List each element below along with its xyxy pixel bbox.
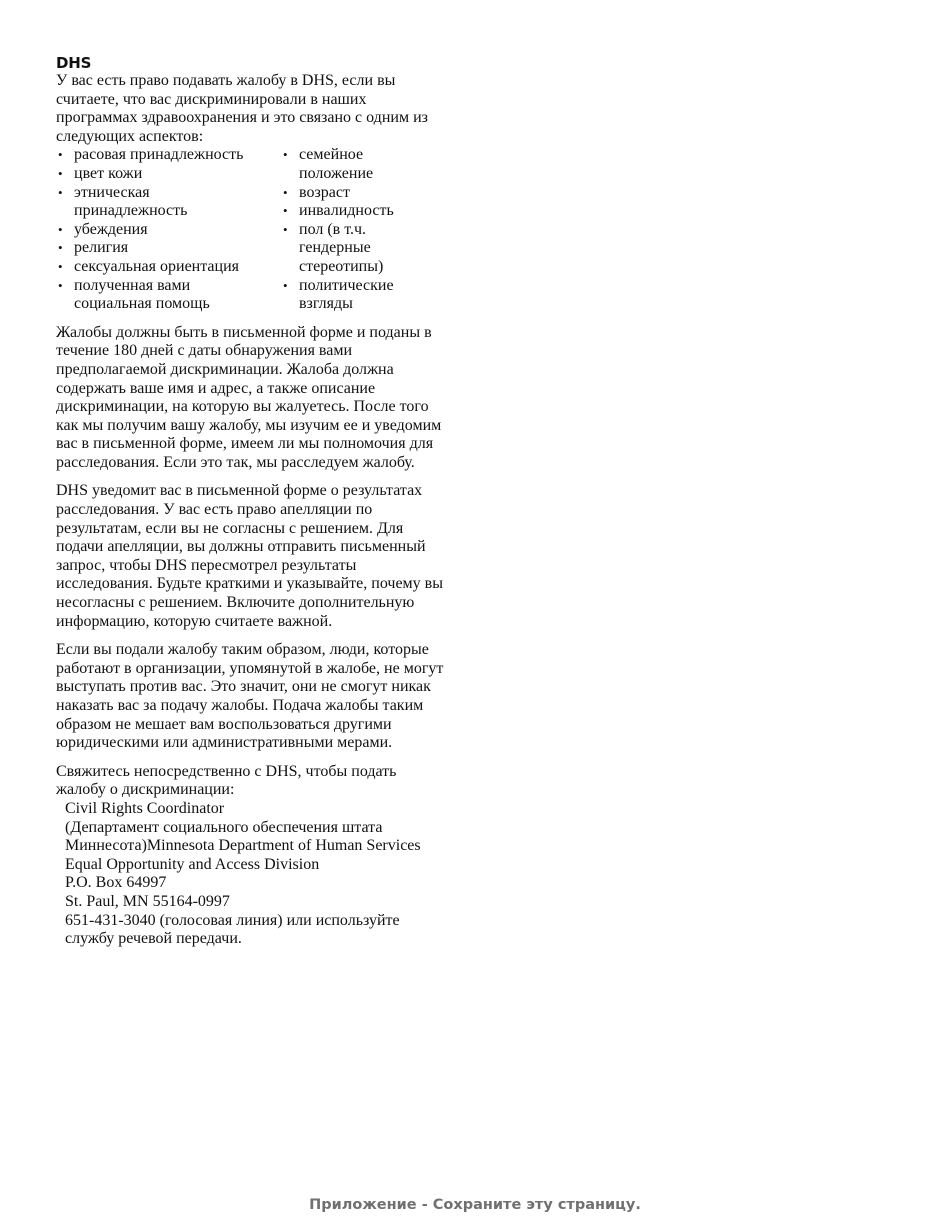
bullet-icon: • [58,240,63,256]
bullet-icon: • [58,147,63,163]
page-footer: Приложение - Сохраните эту страницу. [309,1197,641,1213]
list-item: • возраст [283,183,350,201]
address-line: St. Paul, MN 55164-0997 [65,892,230,910]
bullet-list-right [281,146,441,313]
list-item: • политические взгляды [283,276,394,313]
address-line: Civil Rights Coordinator [65,799,225,817]
intro-paragraph: У вас есть право подавать жалобу в DHS, если вы считаете, что вас дискриминировали в наших программах здравоохранения и это связано с одним из следующих аспектов: [56,72,428,145]
list-item: • религия [58,239,129,257]
document-body [56,54,456,949]
protected-categories [56,146,456,313]
list-item: • семейное положение [283,146,374,182]
address-line: Equal Opportunity and Access Division [65,855,320,873]
bullet-icon: • [283,221,288,237]
bullet-icon: • [58,277,63,293]
bullet-icon: • [58,184,63,200]
list-item: • цвет кожи [58,164,143,182]
list-item: • этническая принадлежность [58,183,188,220]
bullet-icon: • [58,258,63,274]
address-line: P.O. Box 64997 [65,874,167,892]
bullet-list-left [56,146,281,313]
list-item: • полученная вами социальная помощь [58,276,210,313]
bullet-icon: • [283,147,288,163]
appeal-paragraph: DHS уведомит вас в письменной форме о результатах расследования. У вас есть право апелляции по результатам, если вы не согласны с решением. Для подачи апелляции, вы должны отправить письменный запрос, чтобы DHS пересмотрел результаты исследования. Будьте краткими и указывайте, почему вы несогласны с решением. Включите дополнительную информацию, которую считаете важной. [56,482,443,630]
bullet-icon: • [283,203,288,219]
list-item: • инвалидность [283,202,394,220]
bullet-icon: • [58,165,63,181]
contact-intro: Свяжитесь непосредственно с DHS, чтобы подать жалобу о дискриминации: [56,762,397,799]
list-item: • сексуальная ориентация [58,257,239,275]
mailing-address [56,800,456,949]
address-line: Миннесота)Minnesota Department of Human Services [65,837,421,855]
section-heading: DHS [56,54,92,72]
bullet-icon: • [58,221,63,237]
phone-line: 651-431-3040 (голосовая линия) или используйте службу речевой передачи. [65,911,400,948]
list-item: • пол (в т.ч. гендерные стереотипы) [283,220,384,275]
retaliation-paragraph: Если вы подали жалобу таким образом, люди, которые работают в организации, упомянутой в жалобе, не могут выступать против вас. Это значит, они не смогут никак наказать вас за подачу жалобы. Подача жалобы таким образом не мешает вам воспользоваться другими юридическими или административными мерами. [56,641,444,752]
bullet-icon: • [283,277,288,293]
list-item: • убеждения [58,220,148,238]
complaint-requirements-paragraph: Жалобы должны быть в письменной форме и поданы в течение 180 дней с даты обнаружения вами предполагаемой дискриминации. Жалоба должна содержать ваше имя и адрес, а также описание дискриминации, на которую вы жалуетесь. После того как мы получим вашу жалобу, мы изучим ее и уведомим вас в письменной форме, имеем ли мы полномочия для расследования. Если это так, мы расследуем жалобу. [56,323,442,471]
bullet-icon: • [283,184,288,200]
list-item: • расовая принадлежность [58,146,244,164]
address-line: (Департамент социального обеспечения штата [65,818,383,836]
